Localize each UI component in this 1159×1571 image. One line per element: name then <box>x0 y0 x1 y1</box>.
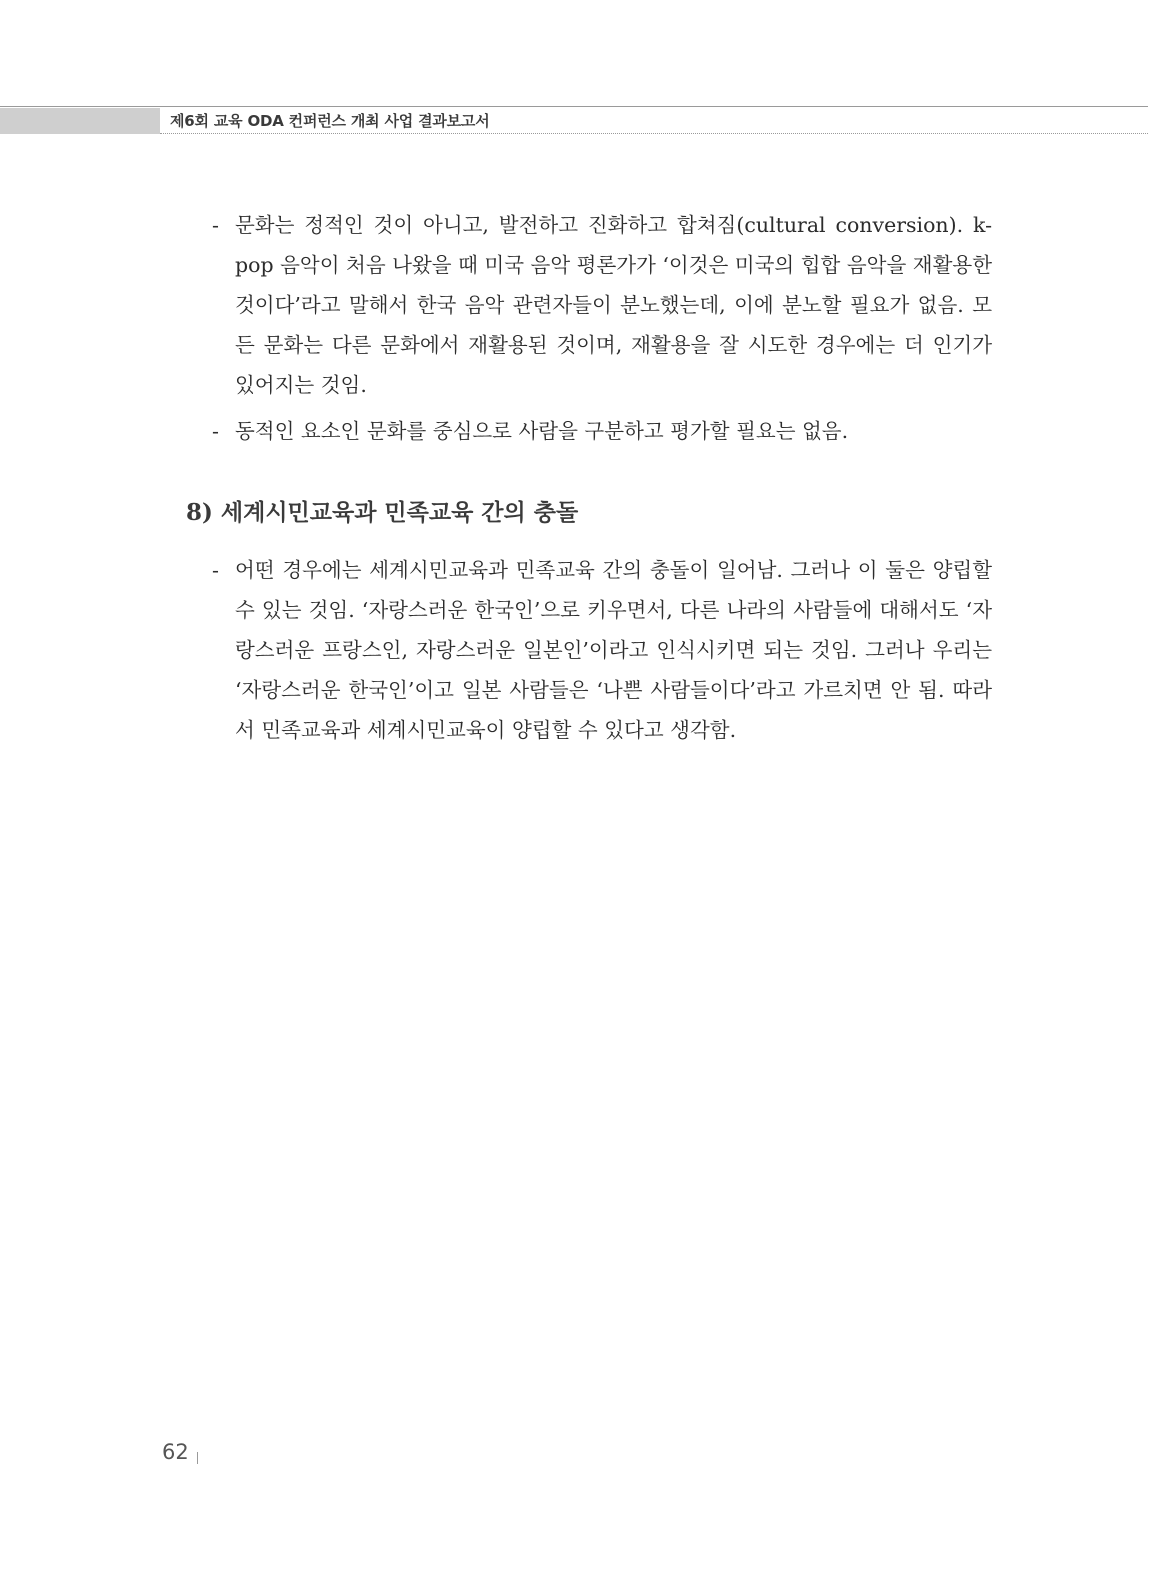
bullet-text: 어떤 경우에는 세계시민교육과 민족교육 간의 충돌이 일어남. 그러나 이 둘은 양립할 수 있는 것임. ‘자랑스러운 한국인’으로 키우면서, 다른 나라의 사람들에 대해서도 ‘자랑스러운 프랑스인, 자랑스러운 일본인’이라고 인식시키면 되는 것임. 그러나 우리는 ‘자랑스러운 한국인’이고 일본 사람들은 ‘나쁜 사람들이다’라고 가르치면 안 됨. 따라서 민족교육과 세계시민교육이 양립할 수 있다고 생각함. <box>235 558 992 742</box>
bullet-dash: - <box>212 213 219 237</box>
bullet-item <box>212 205 992 405</box>
bullet-item <box>212 411 992 451</box>
page-number: 62 <box>162 1440 189 1464</box>
header-rule <box>0 106 1148 107</box>
bullet-item <box>212 550 992 750</box>
section-heading: 8) 세계시민교육과 민족교육 간의 충돌 <box>186 499 579 526</box>
header-dotted-rule <box>160 133 1148 134</box>
bullet-text: 문화는 정적인 것이 아니고, 발전하고 진화하고 합쳐짐(cultural conversion). k-pop 음악이 처음 나왔을 때 미국 음악 평론가가 ‘이것은 미국의 힙합 음악을 재활용한 것이다’라고 말해서 한국 음악 관련자들이 분노했는데, 이에 분노할 필요가 없음. 모든 문화는 다른 문화에서 재활용된 것이며, 재활용을 잘 시도한 경우에는 더 인기가 있어지는 것임. <box>235 213 992 397</box>
bullet-dash: - <box>212 558 219 582</box>
header-tab-block <box>0 108 160 134</box>
page-number-separator <box>197 1452 198 1464</box>
running-header <box>0 106 1148 134</box>
bullet-text: 동적인 요소인 문화를 중심으로 사람을 구분하고 평가할 필요는 없음. <box>235 419 849 443</box>
header-title: 제6회 교육 ODA 컨퍼런스 개최 사업 결과보고서 <box>170 112 490 130</box>
bullet-dash: - <box>212 419 219 443</box>
